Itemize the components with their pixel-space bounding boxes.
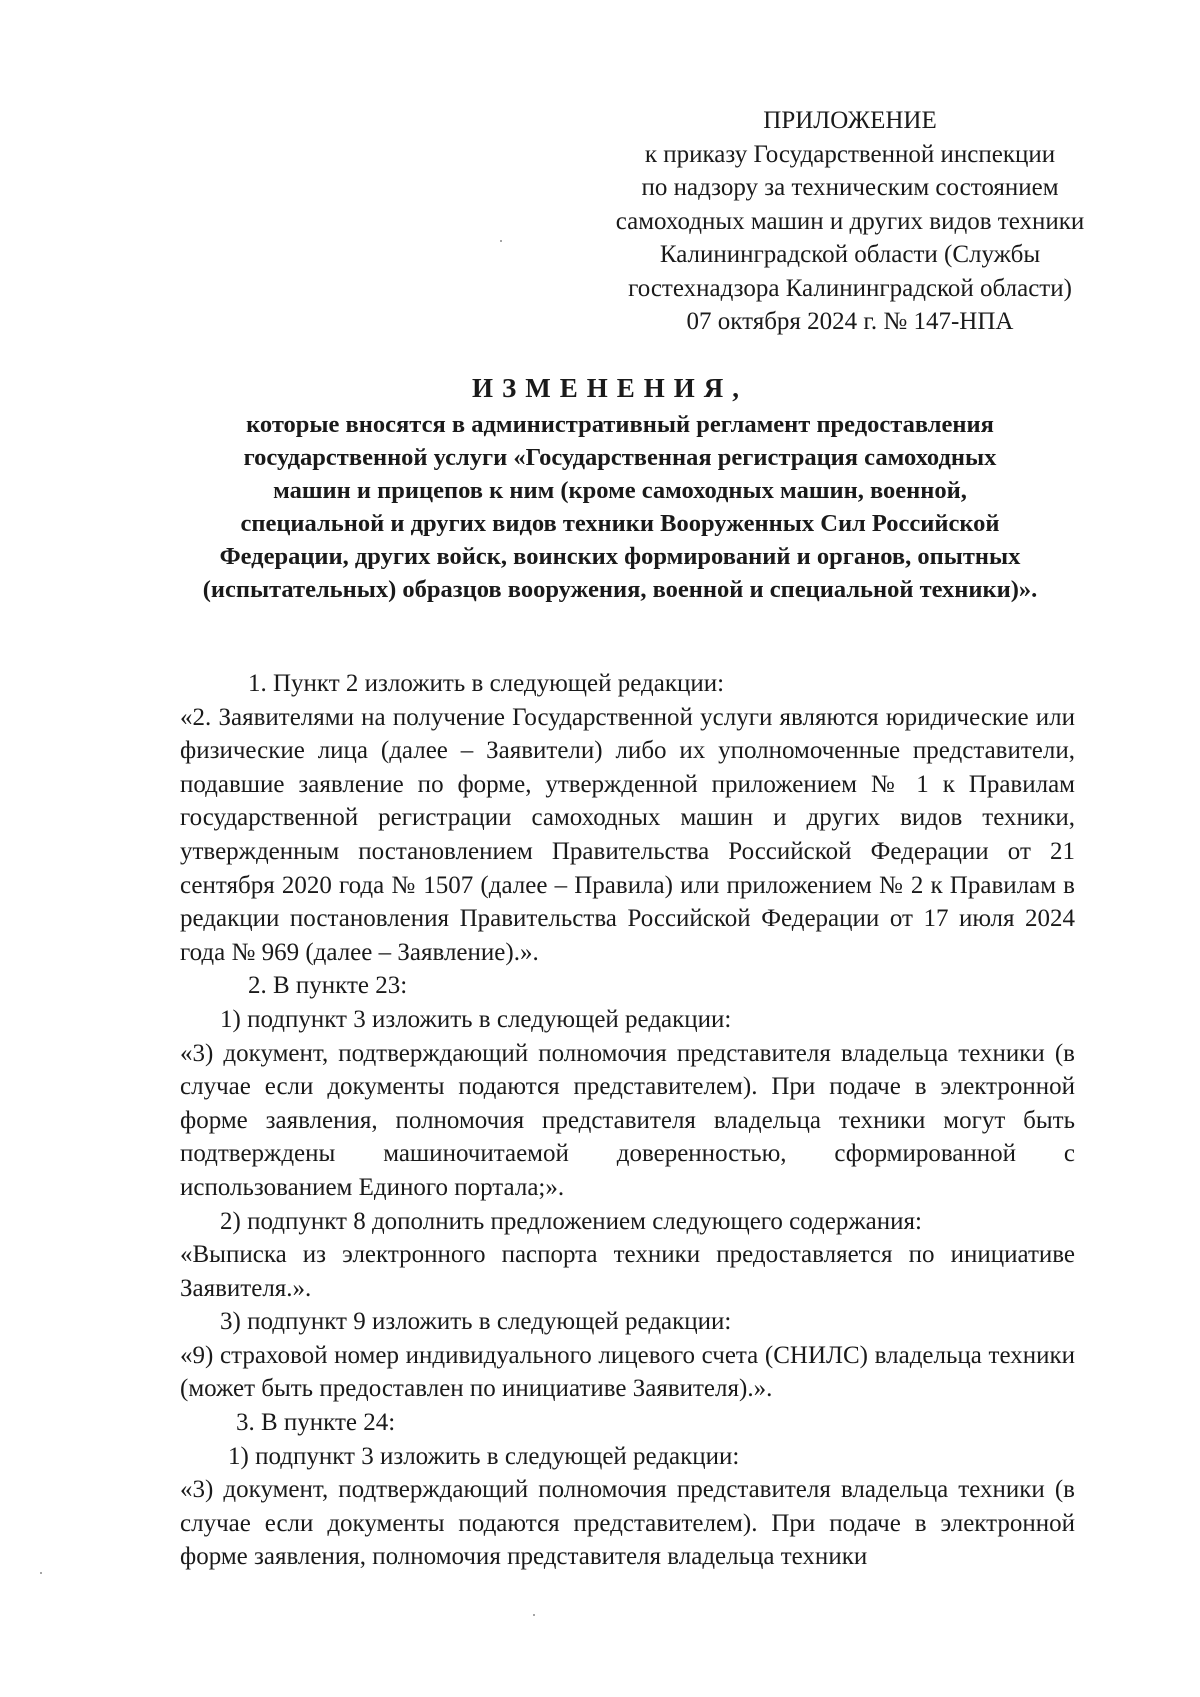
item-3-heading: 3. В пункте 24: xyxy=(236,1409,396,1437)
subtitle-line: специальной и других видов техники Вооруженных Сил Российской xyxy=(240,510,1000,537)
item-1-text: «2. Заявителями на получение Государственной услуги являются юридические или физические лица (далее – Заявители) либо их уполномоченные представители, подавшие заявление по форме, утвержденной приложением № 1 к Правилам государственной регистрации самоходных машин и других видов техники, утвержденным постановлением Правительства Российской Федерации от 21 сентября 2020 года № 1507 (далее – Правила) или приложением № 2 к Правилам в редакции постановления Правительства Российской Федерации от 17 июля 2024 года № 969 (далее – Заявление).». xyxy=(180,703,1075,966)
appendix-line: к приказу Государственной инспекции xyxy=(644,140,1056,168)
item-2-heading: 2. В пункте 23: xyxy=(248,972,408,1000)
appendix-date-number: 07 октября 2024 г. № 147-НПА xyxy=(686,308,1014,335)
document-title: ИЗМЕНЕНИЯ, xyxy=(471,373,748,403)
appendix-line: гостехнадзора Калининградской области) xyxy=(628,274,1072,302)
scan-speck xyxy=(40,1572,42,1574)
appendix-title: ПРИЛОЖЕНИЕ xyxy=(763,107,937,134)
item-2-sub-2-heading: 2) подпункт 8 дополнить предложением следующего содержания: xyxy=(220,1207,922,1235)
item-2-sub-3-heading: 3) подпункт 9 изложить в следующей редакции: xyxy=(220,1308,732,1336)
item-3-sub-1-text: «3) документ, подтверждающий полномочия представителя владельца техники (в случае если документы подаются представителем). При подаче в электронной форме заявления, полномочия представителя владельца техники xyxy=(180,1476,1075,1571)
appendix-line: по надзору за техническим состоянием xyxy=(641,174,1059,201)
item-2-sub-1-text: «3) документ, подтверждающий полномочия представителя владельца техники (в случае если документы подаются представителем). При подаче в электронной форме заявления, полномочия представителя владельца техники могут быть подтверждены машиночитаемой доверенностью, сформированной с использованием Единого портала;». xyxy=(180,1039,1075,1201)
document-body xyxy=(180,667,1075,1574)
scan-speck xyxy=(500,240,502,242)
subtitle-line: государственной услуги «Государственная регистрация самоходных xyxy=(243,444,997,471)
appendix-line: Калининградской области (Службы xyxy=(659,241,1041,268)
item-1-heading: 1. Пункт 2 изложить в следующей редакции: xyxy=(248,670,725,697)
scan-speck xyxy=(533,1614,535,1616)
item-3-sub-1-heading: 1) подпункт 3 изложить в следующей редакции: xyxy=(228,1442,740,1470)
appendix-header xyxy=(560,104,1140,339)
subtitle-line: (испытательных) образцов вооружения, военной и специальной техники)». xyxy=(202,576,1038,603)
item-2-sub-2-text: «Выписка из электронного паспорта техники предоставляется по инициативе Заявителя.». xyxy=(180,1241,1075,1302)
appendix-line: самоходных машин и других видов техники xyxy=(615,207,1085,235)
subtitle-line: которые вносятся в административный регламент предоставления xyxy=(246,411,994,438)
item-2-sub-1-heading: 1) подпункт 3 изложить в следующей редакции: xyxy=(220,1005,732,1033)
item-2-sub-3-text: «9) страховой номер индивидуального лицевого счета (СНИЛС) владельца техники (может быть предоставлен по инициативе Заявителя).». xyxy=(180,1341,1075,1403)
subtitle-line: машин и прицепов к ним (кроме самоходных машин, военной, xyxy=(273,477,967,504)
document-subtitle xyxy=(170,408,1070,606)
subtitle-line: Федерации, других войск, воинских формирований и органов, опытных xyxy=(219,543,1021,570)
